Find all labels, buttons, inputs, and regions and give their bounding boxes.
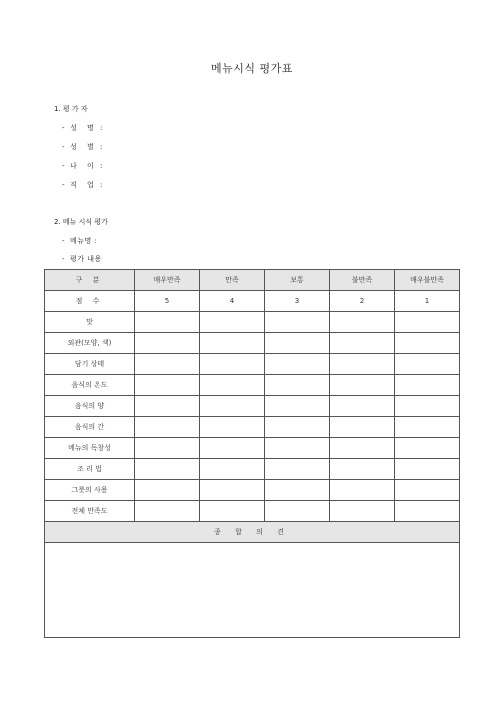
rating-cell[interactable] [395, 312, 460, 333]
field-occupation: - 직 업 : [62, 181, 103, 189]
table-row [45, 375, 460, 396]
rating-cell[interactable] [330, 312, 395, 333]
score-row [45, 291, 460, 312]
field-age: - 나 이 : [62, 162, 103, 170]
section-evaluator-heading: 1. 평 가 자 [54, 105, 88, 113]
rating-cell[interactable] [265, 501, 330, 522]
rating-cell[interactable] [395, 459, 460, 480]
rating-cell[interactable] [395, 354, 460, 375]
table-row [45, 312, 460, 333]
table-row [45, 396, 460, 417]
table-row [45, 459, 460, 480]
header-dissatisfied: 불만족 [330, 270, 395, 291]
score-value: 3 [265, 291, 330, 312]
field-gender: - 성 별 : [62, 143, 103, 151]
field-evaluation-content: - 평가 내용 [62, 255, 102, 263]
rating-cell[interactable] [135, 354, 200, 375]
rating-cell[interactable] [265, 438, 330, 459]
rating-cell[interactable] [330, 396, 395, 417]
rating-cell[interactable] [135, 333, 200, 354]
rating-cell[interactable] [200, 396, 265, 417]
table-row [45, 354, 460, 375]
criterion-label: 음식의 온도 [45, 375, 135, 396]
table-row [45, 501, 460, 522]
rating-cell[interactable] [330, 375, 395, 396]
score-value: 1 [395, 291, 460, 312]
rating-cell[interactable] [200, 501, 265, 522]
rating-cell[interactable] [135, 438, 200, 459]
rating-cell[interactable] [265, 480, 330, 501]
summary-opinion-row [45, 543, 460, 638]
field-label: 성 명 [70, 124, 98, 132]
rating-cell[interactable] [135, 417, 200, 438]
rating-cell[interactable] [395, 438, 460, 459]
page-title: 메뉴시식 평가표 [211, 62, 293, 75]
rating-cell[interactable] [265, 396, 330, 417]
field-label: 성 별 [70, 143, 98, 151]
table-row [45, 417, 460, 438]
summary-header-row [45, 522, 460, 543]
field-menu-name: - 메뉴명 : [62, 237, 97, 245]
field-name: - 성 명 : [62, 124, 103, 132]
rating-cell[interactable] [395, 333, 460, 354]
criterion-label: 조 리 법 [45, 459, 135, 480]
rating-cell[interactable] [265, 312, 330, 333]
score-value: 5 [135, 291, 200, 312]
field-label: 나 이 [70, 162, 98, 170]
rating-cell[interactable] [135, 312, 200, 333]
rating-cell[interactable] [135, 375, 200, 396]
criterion-label: 메뉴의 독창성 [45, 438, 135, 459]
rating-cell[interactable] [135, 480, 200, 501]
rating-cell[interactable] [200, 333, 265, 354]
criterion-label: 외관(모양, 색) [45, 333, 135, 354]
section-menu-evaluation-heading: 2. 메뉴 시식 평가 [54, 218, 108, 226]
rating-cell[interactable] [135, 459, 200, 480]
criterion-label: 담기 상태 [45, 354, 135, 375]
rating-cell[interactable] [200, 480, 265, 501]
rating-cell[interactable] [135, 501, 200, 522]
table-row [45, 480, 460, 501]
table-row [45, 333, 460, 354]
rating-cell[interactable] [330, 501, 395, 522]
rating-cell[interactable] [200, 417, 265, 438]
rating-cell[interactable] [200, 354, 265, 375]
evaluation-table [44, 269, 460, 638]
rating-cell[interactable] [330, 459, 395, 480]
header-satisfied: 만족 [200, 270, 265, 291]
rating-cell[interactable] [265, 417, 330, 438]
table-row [45, 438, 460, 459]
rating-cell[interactable] [265, 459, 330, 480]
score-value: 2 [330, 291, 395, 312]
criterion-label: 음식의 간 [45, 417, 135, 438]
header-very-satisfied: 매우만족 [135, 270, 200, 291]
rating-cell[interactable] [265, 375, 330, 396]
header-neutral: 보통 [265, 270, 330, 291]
field-label: 메뉴명 [70, 237, 92, 245]
field-label: 직 업 [70, 181, 98, 189]
rating-cell[interactable] [200, 438, 265, 459]
rating-cell[interactable] [395, 501, 460, 522]
header-very-dissatisfied: 매우불만족 [395, 270, 460, 291]
rating-cell[interactable] [330, 354, 395, 375]
rating-cell[interactable] [200, 459, 265, 480]
rating-cell[interactable] [200, 375, 265, 396]
rating-cell[interactable] [395, 396, 460, 417]
field-label: 평가 내용 [70, 255, 102, 263]
rating-cell[interactable] [395, 375, 460, 396]
rating-cell[interactable] [200, 312, 265, 333]
rating-cell[interactable] [265, 333, 330, 354]
header-category: 구 분 [45, 270, 135, 291]
rating-cell[interactable] [135, 396, 200, 417]
rating-cell[interactable] [395, 417, 460, 438]
score-value: 4 [200, 291, 265, 312]
rating-cell[interactable] [395, 480, 460, 501]
criterion-label: 전체 만족도 [45, 501, 135, 522]
rating-cell[interactable] [330, 480, 395, 501]
rating-cell[interactable] [265, 354, 330, 375]
summary-opinion-label: 종 합 의 견 [45, 522, 460, 543]
criterion-label: 맛 [45, 312, 135, 333]
table-header-row [45, 270, 460, 291]
criterion-label: 음식의 양 [45, 396, 135, 417]
rating-cell[interactable] [330, 438, 395, 459]
rating-cell[interactable] [330, 417, 395, 438]
score-label: 점 수 [45, 291, 135, 312]
summary-opinion-area[interactable] [45, 543, 460, 638]
rating-cell[interactable] [330, 333, 395, 354]
criterion-label: 그릇의 사용 [45, 480, 135, 501]
